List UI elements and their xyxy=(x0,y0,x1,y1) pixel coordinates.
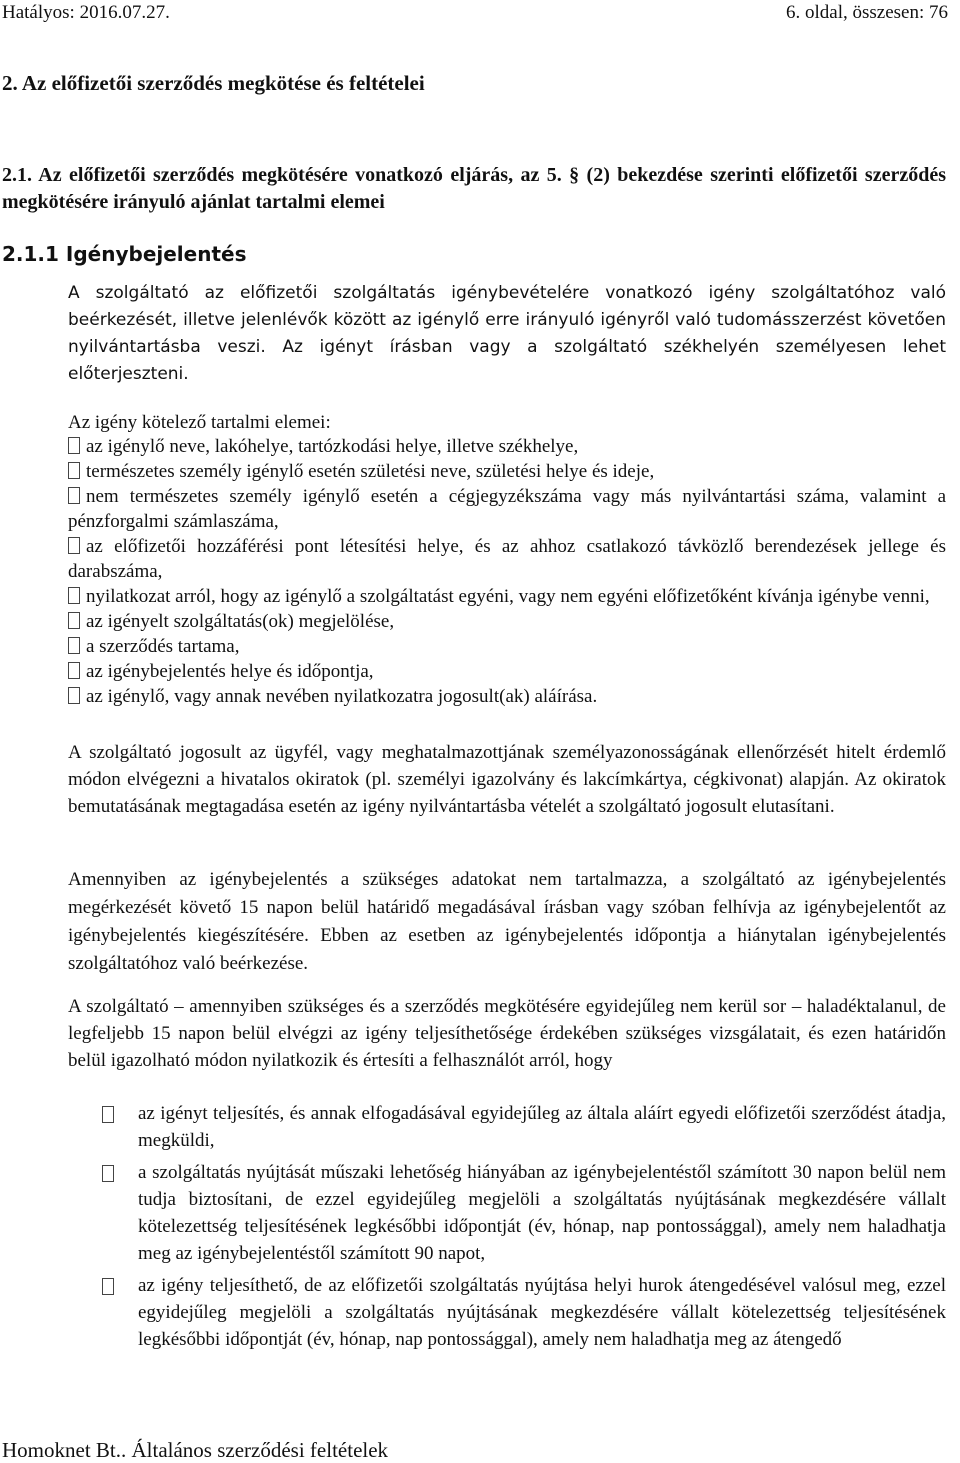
checkbox-icon xyxy=(68,687,80,704)
list-item: az igénylő, vagy annak nevében nyilatkozatra jogosult(ak) aláírása. xyxy=(68,684,946,709)
list-item: az előfizetői hozzáférési pont létesítési helye, és az ahhoz csatlakozó távközlő berendezések jellege és darabszáma, xyxy=(68,536,946,582)
checkbox-icon xyxy=(68,662,80,679)
required-items-list xyxy=(68,434,946,709)
list-item: az igényt teljesítés, és annak elfogadásával egyidejűleg az általa aláírt egyedi előfizetői szerződést átadja, megküldi, xyxy=(98,1100,946,1154)
outcome-items-list xyxy=(98,1100,946,1358)
list-item: az igényelt szolgáltatás(ok) megjelölése, xyxy=(68,609,946,634)
footer: Homoknet Bt.. Általános szerződési feltételek xyxy=(2,1438,389,1462)
checkbox-icon xyxy=(102,1165,114,1182)
checkbox-icon xyxy=(68,462,80,479)
section-heading: 2. Az előfizetői szerződés megkötése és feltételei xyxy=(2,71,425,95)
checkbox-icon xyxy=(68,537,80,554)
list-heading: Az igény kötelező tartalmi elemei: xyxy=(68,412,331,433)
effective-date: Hatályos: 2016.07.27. xyxy=(2,2,170,23)
list-item: az igénylő neve, lakóhelye, tartózkodási helye, illetve székhelye, xyxy=(68,434,946,459)
list-item: nem természetes személy igénylő esetén a cégjegyzékszáma vagy más nyilvántartási száma, valamint a pénzforgalmi számlaszáma, xyxy=(68,486,946,532)
missing-data-paragraph: Amennyiben az igénybejelentés a szükséges adatokat nem tartalmazza, a szolgáltató az igénybejelentés megérkezését követő 15 napon belül határidő megadásával írásban vagy szóban felhívja az igénybejelentőt az igénybejelentés kiegészítésére. Ebben az esetben az igénybejelentés időpontja a hiánytalan igénybejelentés szolgáltatóhoz való beérkezése. xyxy=(68,869,946,974)
subsubsection-heading: 2.1.1 Igénybejelentés xyxy=(2,242,247,266)
checkbox-icon xyxy=(68,612,80,629)
list-item: az igénybejelentés helye és időpontja, xyxy=(68,659,946,684)
checkbox-icon xyxy=(102,1106,114,1123)
checkbox-icon xyxy=(102,1278,114,1295)
checkbox-icon xyxy=(68,637,80,654)
checkbox-icon xyxy=(68,487,80,504)
list-item: a szolgáltatás nyújtását műszaki lehetőség hiányában az igénybejelentéstől számított 30 napon belül nem tudja biztosítani, de ezzel egyidejűleg megjelöli a szolgáltatás nyújtásának megkezdésére vállalt kötelezettség teljesítésének legkésőbbi időpontját (év, hónap, nap pontossággal), amely nem haladhatja meg az igénybejelentéstől számított 90 napot, xyxy=(98,1159,946,1267)
list-item: a szerződés tartama, xyxy=(68,634,946,659)
list-item: nyilatkozat arról, hogy az igénylő a szolgáltatást egyéni, vagy nem egyéni előfizetőként kívánja igénybe venni, xyxy=(68,584,946,609)
list-item: természetes személy igénylő esetén születési neve, születési helye és ideje, xyxy=(68,459,946,484)
checkbox-icon xyxy=(68,587,80,604)
checkbox-icon xyxy=(68,437,80,454)
list-item: az igény teljesíthető, de az előfizetői szolgáltatás nyújtása helyi hurok átengedésével valósul meg, ezzel egyidejűleg megjelöli a szolgáltatás nyújtásának megkezdésére vállalt kötelezettség teljesítésének legkésőbbi időpontját (év, hónap, nap pontossággal), amely nem haladhatja meg az átengedő xyxy=(98,1272,946,1353)
intro-paragraph: A szolgáltató az előfizetői szolgáltatás igénybevételére vonatkozó igény szolgáltatóhoz való beérkezését, illetve jelenlévők között az igénylő erre irányuló igényről való tudomásszerzést követően nyilvántartásba veszi. Az igényt írásban vagy a szolgáltató székhelyén személyesen lehet előterjeszteni. xyxy=(68,283,946,384)
page-number: 6. oldal, összesen: 76 xyxy=(785,2,948,23)
identity-paragraph: A szolgáltató jogosult az ügyfél, vagy meghatalmazottjának személyazonosságának ellenőrzését hitelt érdemlő módon elvégezni a hivatalos okiratok (pl. személyi igazolvány és lakcímkártya, cégkivonat) alapján. Az okiratok bemutatásának megtagadása esetén az igény nyilvántartásba vételét a szolgáltató jogosult elutasítani. xyxy=(68,742,946,817)
subsection-heading: 2.1. Az előfizetői szerződés megkötésére vonatkozó eljárás, az 5. § (2) bekezdése szerinti előfizetői szerződés megkötésére irányuló ajánlat tartalmi elemei xyxy=(2,164,946,213)
examination-paragraph: A szolgáltató – amennyiben szükséges és a szerződés megkötésére egyidejűleg nem kerül sor – haladéktalanul, de legfeljebb 15 napon belül elvégzi az igény teljesíthetősége érdekében szükséges vizsgálatait, és ezen határidőn belül igazolható módon nyilatkozik és értesíti a felhasználót arról, hogy xyxy=(68,996,946,1071)
